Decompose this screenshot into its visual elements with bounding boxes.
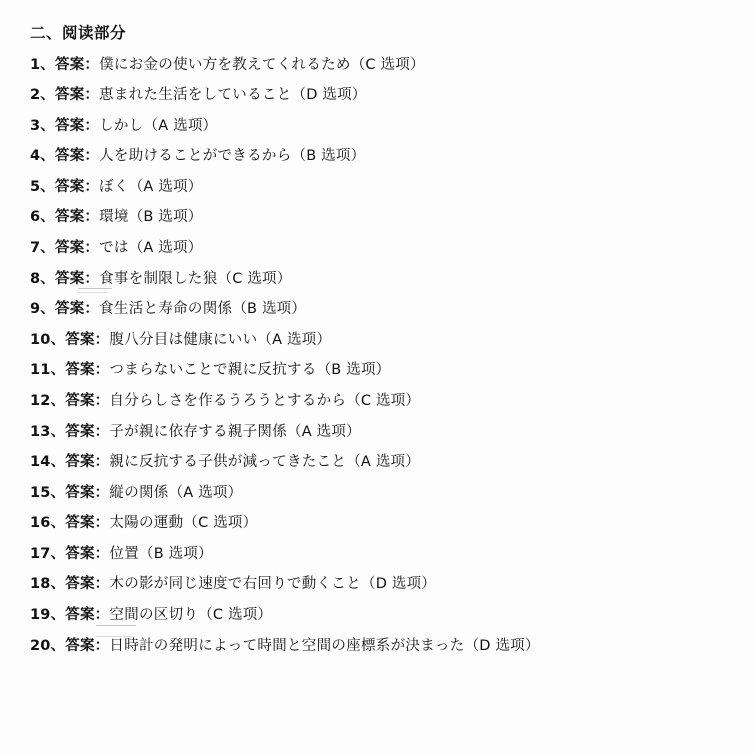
answer-text: 親に反抗する子供が減ってきたこと (109, 454, 347, 471)
answer-option: （A 选项） (346, 454, 420, 471)
answer-number: 19、 (30, 607, 66, 623)
answer-text: 腹八分目は健康にいい (109, 331, 258, 348)
answer-label: 答案： (65, 362, 110, 379)
answer-option: （A 选项） (128, 240, 203, 257)
section-title: 二、阅读部分 (30, 24, 127, 42)
answer-option: （B 选项） (291, 148, 366, 165)
answer-label: 答案： (55, 178, 100, 195)
answer-option: （C 选项） (346, 392, 421, 409)
answer-text: 自分らしさを作るうろうとするから (109, 392, 347, 409)
answer-label: 答案： (55, 117, 100, 134)
answer-number: 20、 (30, 637, 66, 654)
answer-option: （C 选项） (183, 515, 258, 532)
answer-number: 14、 (30, 454, 66, 471)
answer-text: 環境 (99, 209, 129, 226)
answer-row (30, 148, 737, 165)
answer-option: （A 选项） (287, 423, 361, 440)
answer-row (30, 424, 737, 441)
answer-number: 4、 (30, 148, 55, 165)
answer-option: （B 选项） (316, 362, 391, 379)
answer-row (30, 179, 737, 196)
answer-label: 答案： (65, 637, 110, 654)
answer-option: （D 选项） (464, 637, 540, 654)
answer-label: 答案： (55, 148, 100, 165)
answer-label: 答案： (55, 301, 100, 318)
answer-row (30, 638, 737, 655)
answer-option: （B 选项） (139, 545, 213, 562)
answer-option: （C 选项） (350, 56, 425, 73)
answer-text: 位置 (109, 545, 139, 562)
answer-number: 5、 (30, 178, 55, 195)
answer-number: 3、 (30, 117, 55, 134)
answer-text: 恵まれた生活をしていること (99, 87, 292, 104)
answer-text: では (99, 240, 129, 257)
answer-text: 人を助けることができるから (99, 148, 292, 165)
answer-number: 12、 (30, 392, 66, 409)
answer-row (30, 515, 737, 532)
answer-number: 6、 (30, 209, 55, 226)
answer-number: 17、 (30, 545, 66, 562)
answer-row (30, 209, 737, 226)
scan-artifact (78, 292, 108, 293)
answer-option: （A 选项） (128, 178, 203, 195)
answer-label: 答案： (55, 209, 100, 226)
answer-number: 1、 (30, 56, 55, 73)
answer-row (30, 546, 737, 563)
answer-row (30, 485, 737, 502)
document-content (30, 24, 737, 668)
answer-number: 15、 (30, 484, 66, 501)
answer-option: （D 选项） (291, 87, 367, 104)
answer-label: 答案： (65, 331, 110, 348)
answer-label: 答案： (65, 454, 110, 471)
answer-number: 7、 (30, 240, 55, 257)
scan-artifact (78, 288, 112, 289)
answer-row (30, 240, 737, 257)
answer-label: 答案： (65, 484, 110, 501)
answer-label: 答案： (65, 607, 110, 623)
answer-option: （B 选项） (128, 209, 203, 226)
answer-text: しかし (99, 117, 144, 134)
answer-option: （C 选项） (217, 270, 292, 287)
answer-label: 答案： (55, 56, 100, 73)
answer-row (30, 332, 737, 349)
answer-text: 太陽の運動 (109, 515, 184, 532)
scan-artifact (96, 625, 136, 626)
answer-text: 縦の関係 (109, 484, 169, 501)
answer-option: （B 选项） (232, 301, 307, 318)
answer-text: 僕にお金の使い方を教えてくれるため (99, 56, 351, 73)
answer-row (30, 57, 737, 74)
answer-number: 11、 (30, 362, 66, 379)
answer-row (30, 393, 737, 410)
answer-label: 答案： (55, 240, 100, 257)
answer-label: 答案： (55, 87, 100, 104)
answer-number: 9、 (30, 301, 55, 318)
answer-text: 空間の区切り (109, 607, 199, 623)
scan-artifact (96, 636, 132, 637)
answer-number: 8、 (30, 270, 55, 287)
answer-label: 答案： (65, 423, 110, 440)
answer-text: つまらないことで親に反抗する (109, 362, 317, 379)
answer-text: 日時計の発明によって時間と空間の座標系が決まった (109, 637, 465, 654)
answer-row (30, 576, 737, 593)
answer-row (30, 607, 737, 624)
answer-row (30, 87, 737, 104)
answer-text: 木の影が同じ速度で右回りで動くこと (109, 576, 361, 593)
answer-option: （A 选项） (143, 117, 218, 134)
answer-row (30, 271, 737, 288)
answer-option: （A 选项） (168, 484, 243, 501)
answer-row (30, 118, 737, 135)
answer-text: 子が親に依存する親子関係 (109, 423, 287, 440)
answer-option: （C 选项） (198, 607, 273, 623)
answer-list (30, 57, 737, 655)
answer-row (30, 301, 737, 318)
answer-label: 答案： (55, 270, 100, 287)
answer-label: 答案： (65, 392, 110, 409)
answer-number: 13、 (30, 423, 66, 440)
answer-number: 16、 (30, 515, 66, 532)
answer-label: 答案： (65, 576, 110, 593)
answer-number: 2、 (30, 87, 55, 104)
answer-row (30, 454, 737, 471)
answer-row (30, 362, 737, 379)
answer-option: （A 选项） (257, 331, 332, 348)
answer-number: 10、 (30, 331, 66, 348)
answer-label: 答案： (65, 515, 110, 532)
answer-label: 答案： (65, 545, 110, 562)
answer-text: ぼく (99, 178, 129, 195)
answer-option: （D 选项） (361, 576, 436, 593)
answer-text: 食事を制限した狼 (99, 270, 218, 287)
answer-text: 食生活と寿命の関係 (99, 301, 233, 318)
answer-number: 18、 (30, 576, 66, 593)
